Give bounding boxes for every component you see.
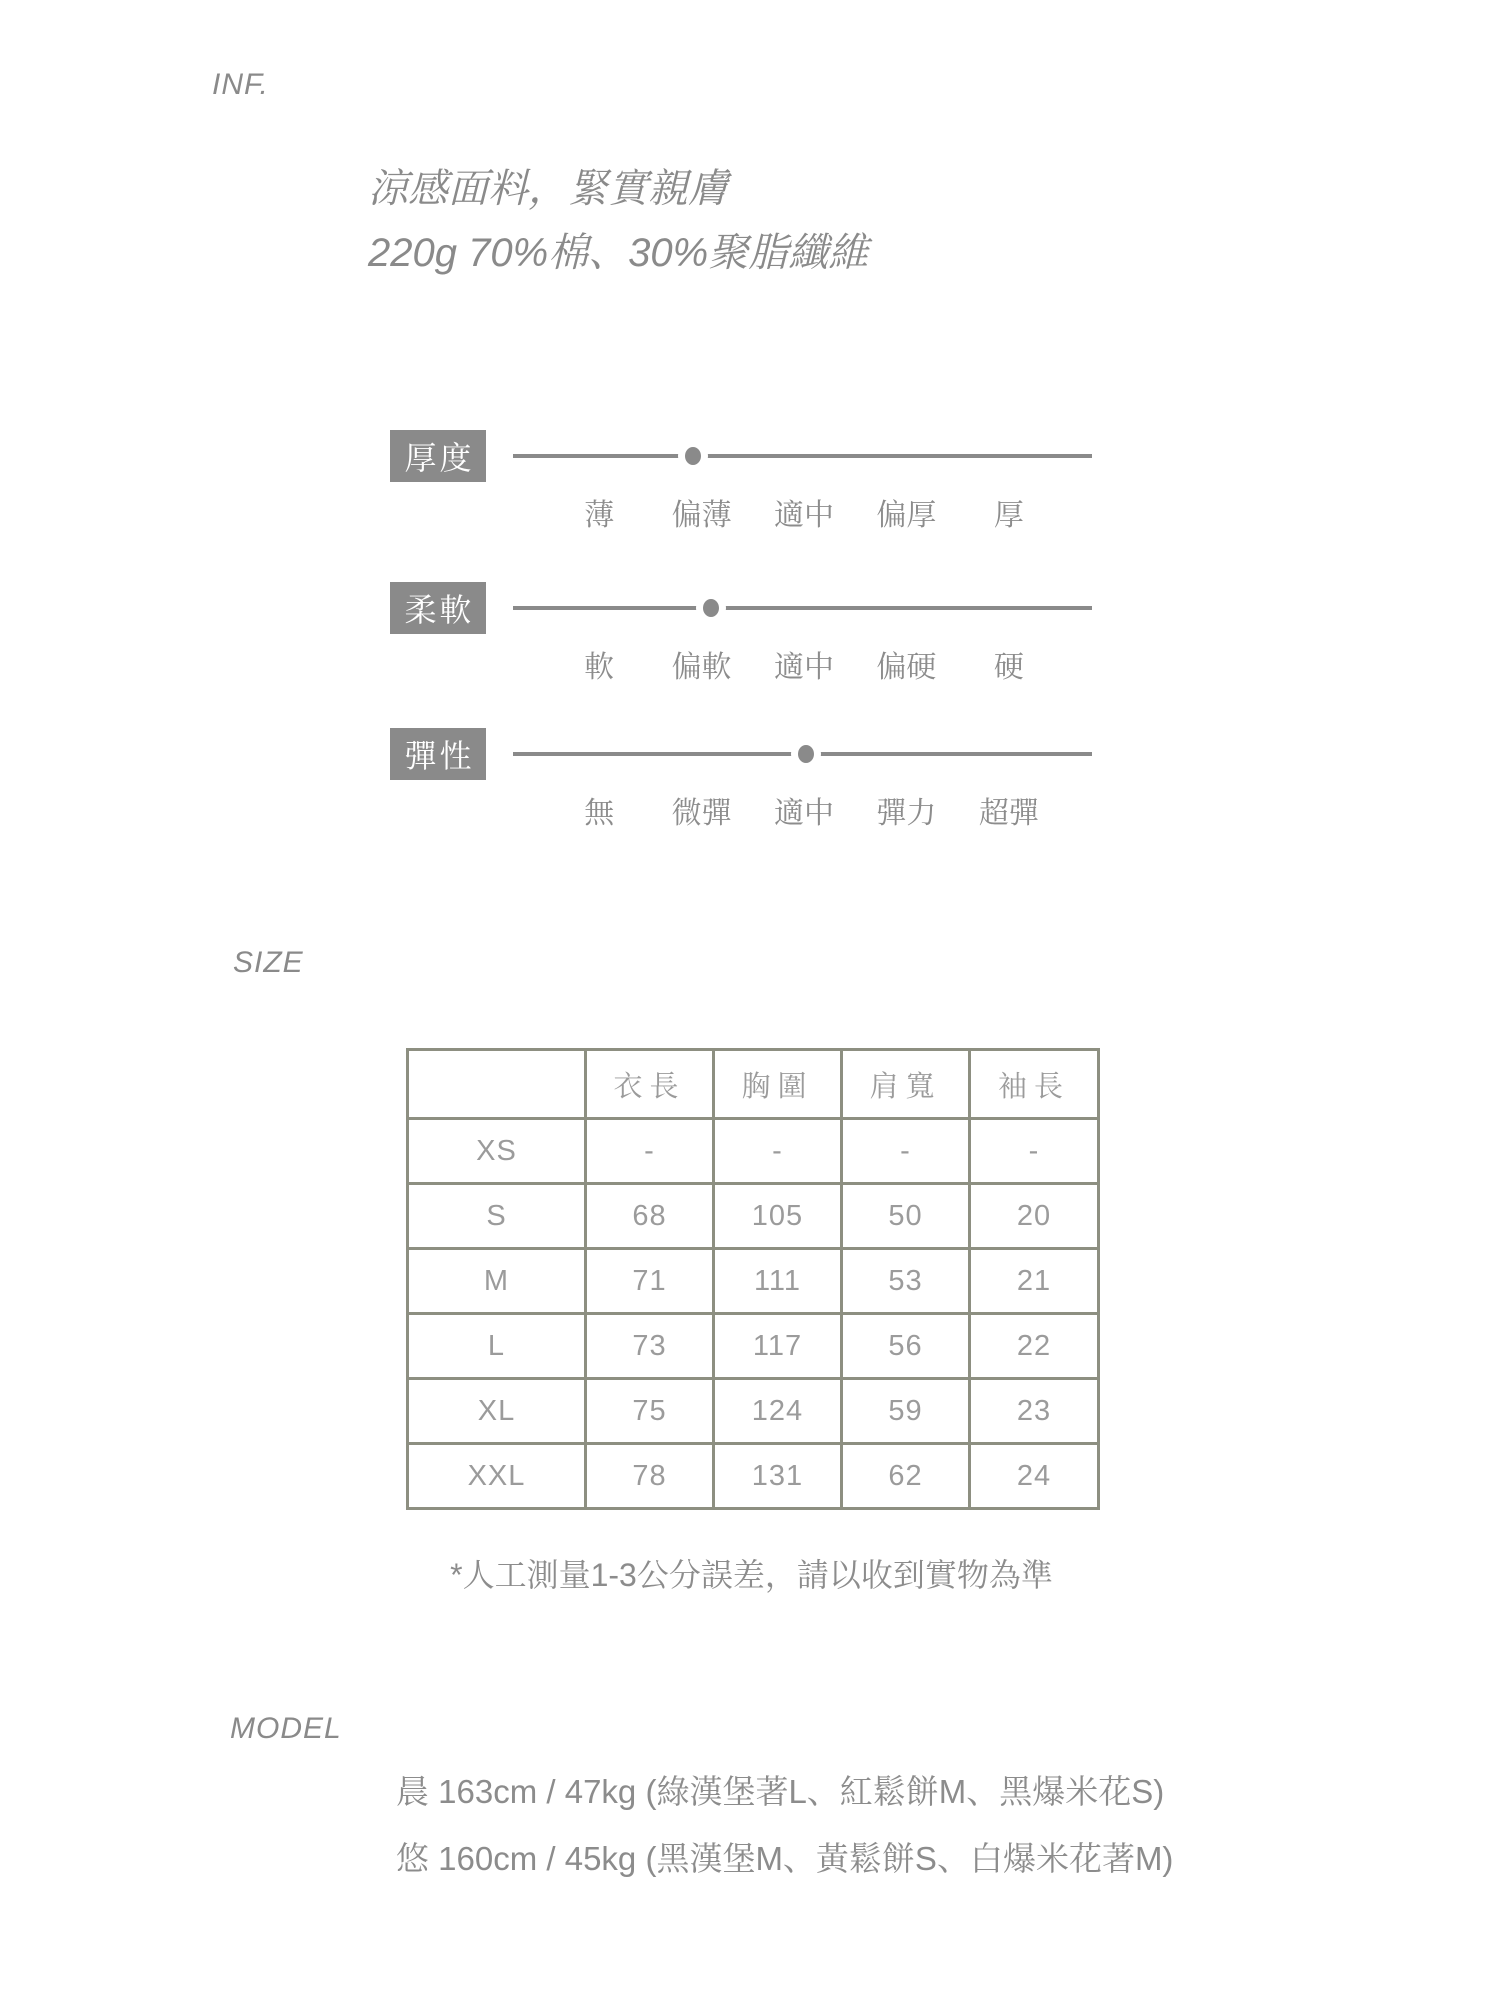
size-value-cell: 117 (714, 1314, 842, 1379)
size-table-header-cell: 肩寬 (842, 1050, 970, 1119)
size-value-cell: 68 (586, 1184, 714, 1249)
model-info (396, 1758, 1173, 1892)
scale-label: 軟 (584, 651, 615, 684)
size-value-cell: 78 (586, 1444, 714, 1509)
fabric-description-line-2: 220g 70%棉、30%聚脂纖維 (368, 231, 869, 275)
scale-label: 偏厚 (876, 499, 937, 532)
size-value-cell: - (842, 1119, 970, 1184)
size-table-row (408, 1314, 1099, 1379)
size-name-cell: L (408, 1314, 586, 1379)
size-table-row (408, 1444, 1099, 1509)
size-value-cell: 111 (714, 1249, 842, 1314)
scale-label: 微彈 (671, 797, 732, 830)
size-value-cell: 62 (842, 1444, 970, 1509)
scale-label: 偏硬 (876, 651, 937, 684)
scale-label: 適中 (774, 499, 835, 532)
attribute-slider-row (390, 728, 1100, 828)
size-value-cell: 53 (842, 1249, 970, 1314)
scale-label: 偏薄 (671, 499, 732, 532)
size-value-cell: 75 (586, 1379, 714, 1444)
slider-position-dot (696, 592, 726, 624)
slider-track (513, 454, 1092, 458)
slider-scale-labels (548, 642, 1060, 686)
fabric-description (368, 157, 868, 285)
size-value-cell: 105 (714, 1184, 842, 1249)
size-footnote: *人工測量1-3公分誤差，請以收到實物為準 (450, 1557, 1053, 1593)
size-value-cell: - (970, 1119, 1099, 1184)
scale-label: 無 (584, 797, 615, 830)
size-table-row (408, 1119, 1099, 1184)
model-section-heading: MODEL (230, 1712, 342, 1745)
scale-label: 適中 (774, 651, 835, 684)
attribute-label-box: 柔軟 (390, 582, 486, 634)
size-section-heading: SIZE (233, 946, 304, 979)
size-value-cell: 59 (842, 1379, 970, 1444)
size-value-cell: 131 (714, 1444, 842, 1509)
size-value-cell: 124 (714, 1379, 842, 1444)
attribute-label-box: 厚度 (390, 430, 486, 482)
slider-position-dot (678, 440, 708, 472)
size-value-cell: 23 (970, 1379, 1099, 1444)
info-section-heading: INF. (212, 68, 269, 101)
size-value-cell: 21 (970, 1249, 1099, 1314)
size-table-header-cell: 袖長 (970, 1050, 1099, 1119)
size-value-cell: 50 (842, 1184, 970, 1249)
scale-label: 厚 (993, 499, 1024, 532)
model-spec-line: 晨 163cm / 47kg (綠漢堡著L、紅鬆餅M、黑爆米花S) (396, 1773, 1165, 1810)
scale-label: 薄 (584, 499, 615, 532)
size-name-cell: XS (408, 1119, 586, 1184)
size-table-row (408, 1379, 1099, 1444)
scale-label: 硬 (993, 651, 1024, 684)
size-value-cell: 20 (970, 1184, 1099, 1249)
size-value-cell: - (714, 1119, 842, 1184)
attribute-label-box: 彈性 (390, 728, 486, 780)
size-name-cell: M (408, 1249, 586, 1314)
size-value-cell: 22 (970, 1314, 1099, 1379)
size-table-header-cell: 衣長 (586, 1050, 714, 1119)
slider-position-dot (791, 738, 821, 770)
size-name-cell: S (408, 1184, 586, 1249)
size-value-cell: 24 (970, 1444, 1099, 1509)
scale-label: 超彈 (978, 797, 1039, 830)
size-table-header-row (408, 1050, 1099, 1119)
slider-scale-labels (548, 490, 1060, 534)
size-value-cell: 71 (586, 1249, 714, 1314)
model-spec-line: 悠 160cm / 45kg (黑漢堡M、黃鬆餅S、白爆米花著M) (396, 1840, 1174, 1877)
size-value-cell: - (586, 1119, 714, 1184)
slider-scale-labels (548, 788, 1060, 832)
size-table-row (408, 1184, 1099, 1249)
scale-label: 適中 (774, 797, 835, 830)
size-name-cell: XL (408, 1379, 586, 1444)
size-table-corner-cell (408, 1050, 586, 1119)
slider-track (513, 606, 1092, 610)
size-value-cell: 73 (586, 1314, 714, 1379)
size-table (406, 1048, 1100, 1510)
size-table-header-cell: 胸圍 (714, 1050, 842, 1119)
scale-label: 偏軟 (671, 651, 732, 684)
attribute-slider-row (390, 582, 1100, 682)
fabric-description-line-1: 涼感面料，緊實親膚 (368, 167, 728, 211)
size-table-row (408, 1249, 1099, 1314)
attribute-slider-row (390, 430, 1100, 530)
scale-label: 彈力 (876, 797, 937, 830)
size-name-cell: XXL (408, 1444, 586, 1509)
slider-track (513, 752, 1092, 756)
size-value-cell: 56 (842, 1314, 970, 1379)
